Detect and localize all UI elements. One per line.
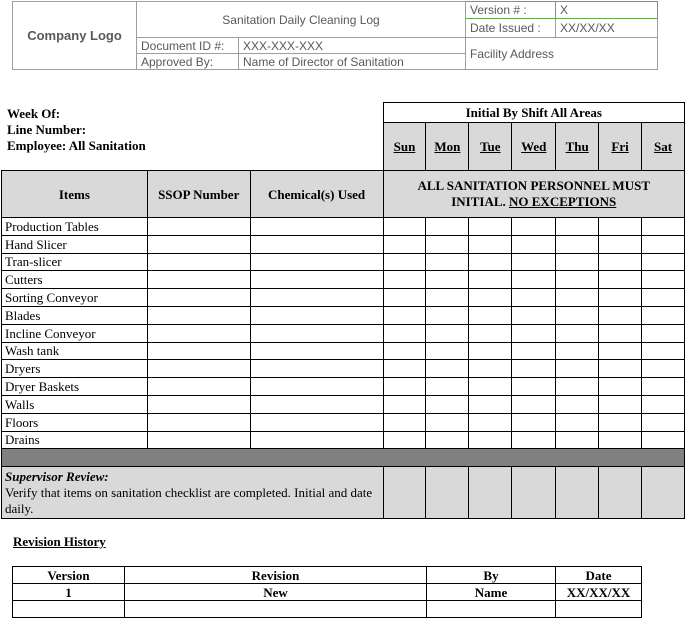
initial-cell[interactable] — [383, 235, 426, 253]
company-logo: Company Logo — [13, 2, 137, 70]
initial-cell[interactable] — [426, 235, 469, 253]
initial-cell[interactable] — [642, 235, 685, 253]
date-issued-label: Date Issued : — [466, 19, 556, 38]
table-row — [2, 431, 685, 449]
version-value: X — [556, 2, 658, 19]
initial-cell[interactable] — [556, 413, 599, 431]
initial-cell[interactable] — [642, 289, 685, 307]
initial-cell[interactable] — [512, 306, 556, 324]
initial-cell[interactable] — [599, 378, 642, 396]
revision-cell[interactable] — [427, 601, 556, 618]
initial-cell[interactable] — [512, 378, 556, 396]
ssop-cell[interactable] — [147, 342, 250, 360]
separator-bar — [2, 449, 685, 467]
ssop-cell[interactable] — [147, 289, 250, 307]
initial-cell[interactable] — [426, 253, 469, 271]
initial-cell[interactable] — [469, 431, 512, 449]
chemical-cell[interactable] — [250, 413, 383, 431]
initial-cell[interactable] — [599, 235, 642, 253]
chemical-cell[interactable] — [250, 431, 383, 449]
day-fri: Fri — [599, 123, 642, 171]
chemical-cell[interactable] — [250, 395, 383, 413]
initial-cell[interactable] — [642, 413, 685, 431]
initial-cell[interactable] — [599, 218, 642, 236]
initial-cell[interactable] — [599, 413, 642, 431]
chemical-cell[interactable] — [250, 306, 383, 324]
initial-cell[interactable] — [469, 271, 512, 289]
initial-cell[interactable] — [426, 324, 469, 342]
initial-cell[interactable] — [556, 324, 599, 342]
document-header — [12, 1, 658, 70]
initial-cell[interactable] — [469, 395, 512, 413]
initial-cell[interactable] — [642, 271, 685, 289]
initial-cell[interactable] — [469, 324, 512, 342]
initial-cell[interactable] — [469, 289, 512, 307]
initial-cell[interactable] — [642, 378, 685, 396]
initial-cell[interactable] — [426, 271, 469, 289]
initial-cell[interactable] — [383, 324, 426, 342]
initial-cell[interactable] — [556, 218, 599, 236]
table-row — [2, 218, 685, 236]
chemical-cell[interactable] — [250, 360, 383, 378]
employee-field[interactable]: Employee: All Sanitation — [7, 138, 146, 153]
day-sat: Sat — [642, 123, 685, 171]
table-row — [2, 253, 685, 271]
ssop-cell[interactable] — [147, 431, 250, 449]
initial-cell[interactable] — [512, 360, 556, 378]
table-row — [13, 584, 642, 601]
ssop-cell[interactable] — [147, 413, 250, 431]
notice-line-1: ALL SANITATION PERSONNEL MUST — [417, 178, 650, 193]
initial-cell[interactable] — [469, 360, 512, 378]
initial-cell[interactable] — [642, 395, 685, 413]
version-label: Version # : — [466, 2, 556, 19]
table-row — [2, 306, 685, 324]
supervisor-review — [2, 467, 384, 519]
date-issued-value: XX/XX/XX — [556, 19, 658, 38]
facility-address: Facility Address — [466, 38, 658, 70]
initial-cell[interactable] — [426, 431, 469, 449]
initial-cell[interactable] — [599, 306, 642, 324]
initial-cell[interactable] — [426, 342, 469, 360]
supervisor-initial-cell[interactable] — [642, 467, 685, 519]
chemical-cell[interactable] — [250, 324, 383, 342]
chemical-cell[interactable] — [250, 235, 383, 253]
approved-by-value: Name of Director of Sanitation — [239, 54, 466, 70]
revision-cell[interactable]: XX/XX/XX — [556, 584, 642, 601]
revision-column-header: By — [427, 567, 556, 584]
ssop-cell[interactable] — [147, 360, 250, 378]
revision-cell[interactable]: Name — [427, 584, 556, 601]
ssop-cell[interactable] — [147, 395, 250, 413]
table-row — [2, 342, 685, 360]
week-of-field[interactable]: Week Of: — [7, 106, 61, 121]
table-row — [2, 235, 685, 253]
initial-cell[interactable] — [512, 324, 556, 342]
initial-cell[interactable] — [642, 324, 685, 342]
initial-cell[interactable] — [383, 306, 426, 324]
initial-cell[interactable] — [426, 378, 469, 396]
initial-cell[interactable] — [469, 253, 512, 271]
initial-cell[interactable] — [556, 289, 599, 307]
chemical-cell[interactable] — [250, 342, 383, 360]
table-row — [2, 395, 685, 413]
initial-cell[interactable] — [642, 342, 685, 360]
day-mon: Mon — [426, 123, 469, 171]
shift-title: Initial By Shift All Areas — [383, 103, 684, 123]
table-row — [2, 413, 685, 431]
initial-cell[interactable] — [642, 218, 685, 236]
initial-cell[interactable] — [642, 306, 685, 324]
supervisor-review-text: Verify that items on sanitation checklist are completed. Initial and date daily. — [5, 485, 373, 517]
supervisor-initial-cell[interactable] — [383, 467, 426, 519]
item-name: Blades — [2, 306, 148, 324]
initial-cell[interactable] — [512, 342, 556, 360]
chemical-cell[interactable] — [250, 253, 383, 271]
ssop-cell[interactable] — [147, 235, 250, 253]
initial-cell[interactable] — [383, 431, 426, 449]
ssop-cell[interactable] — [147, 324, 250, 342]
revision-history-table — [12, 566, 642, 618]
ssop-cell[interactable] — [147, 218, 250, 236]
initial-cell[interactable] — [512, 218, 556, 236]
day-wed: Wed — [512, 123, 556, 171]
initial-cell[interactable] — [599, 395, 642, 413]
ssop-cell[interactable] — [147, 271, 250, 289]
initial-cell[interactable] — [426, 395, 469, 413]
item-name: Wash tank — [2, 342, 148, 360]
document-title: Sanitation Daily Cleaning Log — [137, 2, 466, 38]
initial-cell[interactable] — [556, 235, 599, 253]
ssop-cell[interactable] — [147, 306, 250, 324]
item-name: Incline Conveyor — [2, 324, 148, 342]
item-name: Dryer Baskets — [2, 378, 148, 396]
initial-cell[interactable] — [383, 342, 426, 360]
items-header: Items — [2, 171, 148, 218]
item-name: Dryers — [2, 360, 148, 378]
initial-cell[interactable] — [469, 306, 512, 324]
initial-cell[interactable] — [512, 235, 556, 253]
chemical-cell[interactable] — [250, 289, 383, 307]
ssop-cell[interactable] — [147, 253, 250, 271]
table-row — [2, 289, 685, 307]
document-id-value: XXX-XXX-XXX — [239, 38, 466, 54]
revision-cell[interactable]: 1 — [13, 584, 125, 601]
ssop-cell[interactable] — [147, 378, 250, 396]
item-name: Tran-slicer — [2, 253, 148, 271]
approved-by-label: Approved By: — [137, 54, 239, 70]
supervisor-initial-cell[interactable] — [512, 467, 556, 519]
initial-cell[interactable] — [426, 360, 469, 378]
initial-cell[interactable] — [599, 360, 642, 378]
initial-cell[interactable] — [469, 413, 512, 431]
initial-cell[interactable] — [556, 306, 599, 324]
item-name: Drains — [2, 431, 148, 449]
initial-notice — [383, 171, 684, 218]
initial-cell[interactable] — [599, 271, 642, 289]
cleaning-log-grid — [1, 102, 685, 519]
initial-cell[interactable] — [599, 431, 642, 449]
notice-emphasis: NO EXCEPTIONS — [509, 194, 617, 209]
notice-line-2: INITIAL. — [451, 194, 510, 209]
initial-cell[interactable] — [599, 253, 642, 271]
supervisor-review-row — [2, 467, 685, 519]
initial-cell[interactable] — [512, 413, 556, 431]
initial-cell[interactable] — [383, 378, 426, 396]
item-name: Cutters — [2, 271, 148, 289]
initial-cell[interactable] — [469, 235, 512, 253]
initial-cell[interactable] — [383, 360, 426, 378]
item-name: Hand Slicer — [2, 235, 148, 253]
initial-cell[interactable] — [426, 218, 469, 236]
revision-header-row — [13, 567, 642, 584]
revision-cell[interactable] — [556, 601, 642, 618]
initial-cell[interactable] — [556, 431, 599, 449]
document-id-label: Document ID #: — [137, 38, 239, 54]
line-number-field[interactable]: Line Number: — [7, 122, 87, 137]
initial-cell[interactable] — [512, 431, 556, 449]
supervisor-initial-cell[interactable] — [469, 467, 512, 519]
table-row — [2, 360, 685, 378]
supervisor-initial-cell[interactable] — [556, 467, 599, 519]
initial-cell[interactable] — [383, 289, 426, 307]
initial-cell[interactable] — [512, 253, 556, 271]
initial-cell[interactable] — [512, 271, 556, 289]
ssop-header: SSOP Number — [147, 171, 250, 218]
initial-cell[interactable] — [383, 395, 426, 413]
chemical-cell[interactable] — [250, 378, 383, 396]
initial-cell[interactable] — [426, 413, 469, 431]
revision-column-header: Date — [556, 567, 642, 584]
day-tue: Tue — [469, 123, 512, 171]
initial-cell[interactable] — [642, 431, 685, 449]
table-row — [2, 271, 685, 289]
day-sun: Sun — [383, 123, 426, 171]
initial-cell[interactable] — [556, 271, 599, 289]
initial-cell[interactable] — [556, 378, 599, 396]
initial-cell[interactable] — [599, 342, 642, 360]
item-name: Production Tables — [2, 218, 148, 236]
revision-cell[interactable]: New — [125, 584, 427, 601]
initial-cell[interactable] — [426, 289, 469, 307]
initial-cell[interactable] — [556, 395, 599, 413]
initial-cell[interactable] — [469, 378, 512, 396]
initial-cell[interactable] — [512, 395, 556, 413]
separator-row — [2, 449, 685, 467]
revision-history-title: Revision History — [13, 534, 106, 549]
table-row — [2, 324, 685, 342]
initial-cell[interactable] — [383, 271, 426, 289]
supervisor-initial-cell[interactable] — [426, 467, 469, 519]
day-thu: Thu — [556, 123, 599, 171]
initial-cell[interactable] — [556, 342, 599, 360]
table-row — [2, 378, 685, 396]
initial-cell[interactable] — [599, 324, 642, 342]
supervisor-review-title: Supervisor Review: — [5, 469, 109, 485]
initial-cell[interactable] — [512, 289, 556, 307]
initial-cell[interactable] — [642, 253, 685, 271]
log-info — [7, 106, 146, 154]
initial-cell[interactable] — [642, 360, 685, 378]
initial-cell[interactable] — [469, 342, 512, 360]
initial-cell[interactable] — [383, 413, 426, 431]
item-name: Walls — [2, 395, 148, 413]
initial-cell[interactable] — [469, 218, 512, 236]
item-name: Sorting Conveyor — [2, 289, 148, 307]
initial-cell[interactable] — [426, 306, 469, 324]
chemical-cell[interactable] — [250, 271, 383, 289]
revision-cell[interactable] — [13, 601, 125, 618]
item-name: Floors — [2, 413, 148, 431]
initial-cell[interactable] — [383, 218, 426, 236]
supervisor-initial-cell[interactable] — [599, 467, 642, 519]
revision-column-header: Revision — [125, 567, 427, 584]
table-row — [13, 601, 642, 618]
initial-cell[interactable] — [556, 253, 599, 271]
revision-cell[interactable] — [125, 601, 427, 618]
initial-cell[interactable] — [556, 360, 599, 378]
revision-column-header: Version — [13, 567, 125, 584]
chemical-cell[interactable] — [250, 218, 383, 236]
initial-cell[interactable] — [383, 253, 426, 271]
chemicals-header: Chemical(s) Used — [250, 171, 383, 218]
initial-cell[interactable] — [599, 289, 642, 307]
